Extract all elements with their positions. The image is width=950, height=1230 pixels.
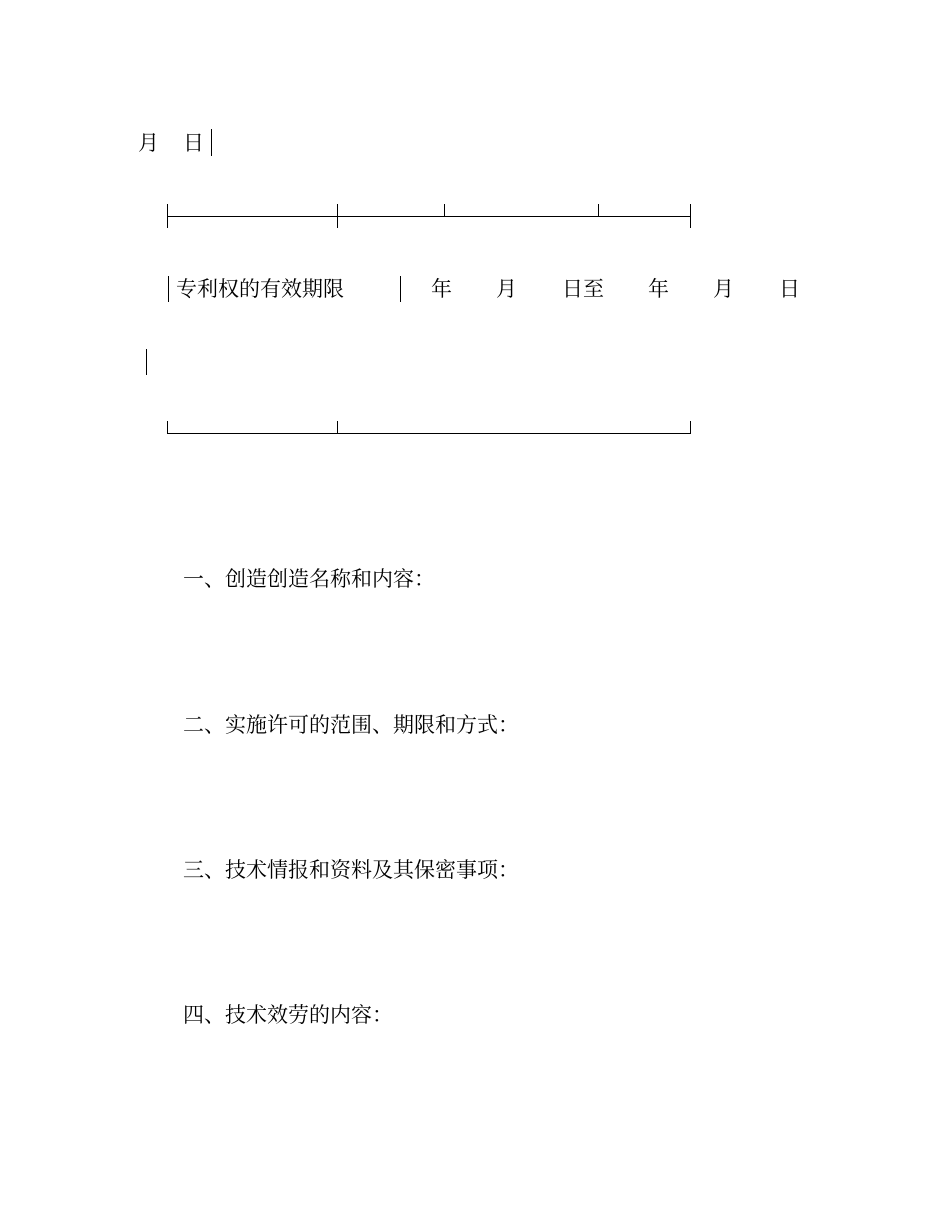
start-year-label: 年 xyxy=(431,277,452,301)
start-month-label: 月 xyxy=(496,277,517,301)
section-heading-2: 二、实施许可的范围、期限和方式： xyxy=(183,713,519,737)
end-year-label: 年 xyxy=(648,277,669,301)
table-tick xyxy=(690,204,691,228)
table-tick xyxy=(444,204,445,216)
table-border-vertical xyxy=(168,276,169,302)
section-heading-4: 四、技术效劳的内容： xyxy=(183,1003,393,1027)
table-border-vertical xyxy=(146,349,147,375)
month-label: 月 xyxy=(138,131,159,155)
table-tick xyxy=(167,421,168,434)
table-tick xyxy=(690,421,691,434)
day-label: 日 xyxy=(183,131,204,155)
table-border-vertical xyxy=(400,276,401,302)
end-month-label: 月 xyxy=(713,277,734,301)
table-top-line xyxy=(168,216,691,217)
section-heading-1: 一、创造创造名称和内容： xyxy=(183,567,435,591)
table-tick xyxy=(598,204,599,216)
section-heading-3: 三、技术情报和资料及其保密事项： xyxy=(183,858,519,882)
table-tick xyxy=(337,204,338,228)
validity-period-label: 专利权的有效期限 xyxy=(176,277,344,301)
end-day-label: 日 xyxy=(779,277,800,301)
table-border-vertical xyxy=(211,129,212,156)
table-bottom-line xyxy=(168,433,691,434)
table-tick xyxy=(167,204,168,228)
table-tick xyxy=(337,421,338,434)
start-day-to-label: 日至 xyxy=(562,277,604,301)
